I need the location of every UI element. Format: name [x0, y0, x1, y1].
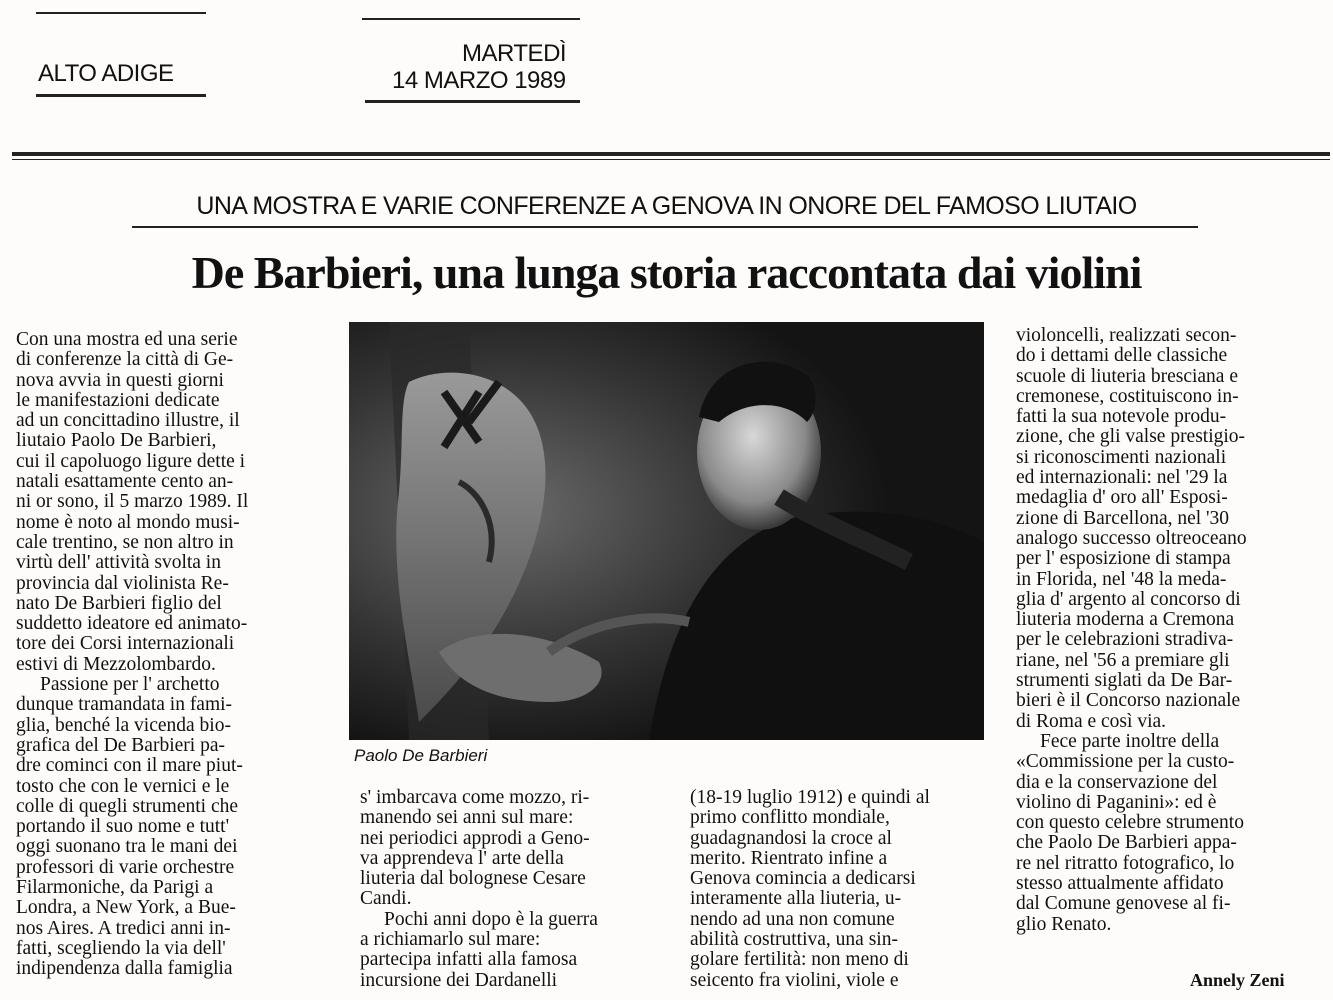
article-line: Fece parte inoltre della — [1040, 730, 1220, 752]
article-line: va apprendeva l' arte della — [360, 847, 564, 869]
article-line: dal Comune genovese al fi- — [1016, 893, 1231, 915]
masthead-rule-bottom-left — [36, 94, 206, 97]
section-divider — [12, 152, 1330, 156]
article-line: le manifestazioni dedicate — [16, 389, 220, 411]
article-line: professori di varie orchestre — [16, 856, 235, 878]
article-line: dre cominci con il mare piut- — [16, 755, 243, 777]
article-headline: De Barbieri, una lunga storia raccontata dai violini — [191, 247, 1142, 298]
article-line: si riconoscimenti nazionali — [1016, 446, 1227, 468]
article-line: riane, nel '56 a premiare gli — [1016, 649, 1230, 671]
article-line: in Florida, nel '48 la meda- — [1016, 568, 1227, 590]
article-line: indipendenza dalla famiglia — [16, 958, 233, 980]
article-line: Passione per l' archetto — [40, 674, 220, 696]
article-line: manendo sei anni sul mare: — [360, 807, 574, 829]
article-line: ad un concittadino illustre, il — [16, 410, 240, 432]
article-line: do i dettami delle classiche — [1016, 345, 1228, 367]
article-line: guadagnandosi la croce al — [690, 827, 892, 849]
article-line: per l' esposizione di stampa — [1016, 548, 1231, 570]
article-line: medaglia d' oro all' Esposi- — [1016, 487, 1228, 509]
article-line: per le celebrazioni stradiva- — [1016, 629, 1234, 651]
article-line: provincia dal violinista Re- — [16, 572, 229, 594]
article-line: tore dei Corsi internazionali — [16, 633, 235, 655]
article-line: cui il capoluogo ligure dette i — [16, 450, 246, 472]
weekday: MARTEDÌ — [462, 40, 567, 67]
article-line: colle di quegli strumenti che — [16, 795, 239, 817]
article-line: nendo ad una non comune — [690, 908, 895, 930]
article-line: abilità costruttiva, una sin- — [690, 929, 898, 951]
article-line: grafica del De Barbieri pa- — [16, 734, 225, 756]
article-line: nos Aires. A tredici anni in- — [16, 917, 231, 939]
article-line: (18-19 luglio 1912) e quindi al — [690, 788, 930, 808]
article-line: Genova comincia a dedicarsi — [690, 868, 916, 890]
article-line: oggi suonano tra le mani dei — [16, 836, 238, 858]
article-line: portando il suo nome e tutt' — [16, 816, 230, 838]
article-line: fatti la sua notevole produ- — [1016, 406, 1227, 428]
article-line: analogo successo oltreoceano — [1016, 527, 1247, 549]
article-line: liutaio Paolo De Barbieri, — [16, 430, 217, 452]
article-line: natali esattamente cento an- — [16, 471, 234, 493]
article-column-2 — [360, 788, 665, 1000]
article-line: merito. Rientrato infine a — [690, 847, 888, 869]
article-line: glia, benché la vicenda bio- — [16, 714, 231, 736]
article-line: violino di Paganini»: ed è — [1016, 791, 1217, 813]
portrait-photo — [349, 322, 984, 740]
article-line: estivi di Mezzolombardo. — [16, 653, 216, 675]
article-line: s' imbarcava come mozzo, ri- — [360, 788, 590, 808]
article-line: che Paolo De Barbieri appa- — [1016, 832, 1237, 854]
masthead-rule-top-left — [36, 12, 206, 14]
photo-caption: Paolo De Barbieri — [354, 746, 488, 765]
article-line: Pochi anni dopo è la guerra — [384, 908, 598, 930]
kicker-rule — [132, 226, 1198, 228]
article-column-3 — [690, 788, 995, 1000]
article-line: partecipa infatti alla famosa — [360, 949, 578, 971]
article-kicker: UNA MOSTRA E VARIE CONFERENZE A GENOVA IN ONORE DEL FAMOSO LIUTAIO — [196, 192, 1137, 220]
article-line: liuteria moderna a Cremona — [1016, 609, 1235, 631]
article-line: ed internazionali: nel '29 la — [1016, 467, 1228, 489]
article-line: nei periodici approdi a Geno- — [360, 827, 590, 849]
article-line: cale trentino, se non altro in — [16, 531, 234, 553]
issue-date: 14 MARZO 1989 — [392, 67, 566, 94]
article-line: glia d' argento al concorso di — [1016, 588, 1241, 610]
byline: Annely Zeni — [1190, 970, 1285, 990]
article-column-4 — [1016, 326, 1326, 966]
masthead-rule-top-right — [362, 18, 580, 20]
article-line: virtù dell' attività svolta in — [16, 552, 221, 574]
paper-name: ALTO ADIGE — [38, 60, 174, 87]
article-line: Candi. — [360, 888, 412, 910]
article-line: nato De Barbieri figlio del — [16, 592, 222, 614]
article-line: Filarmoniche, da Parigi a — [16, 877, 214, 899]
article-line: Londra, a New York, a Bue- — [16, 897, 236, 919]
article-line: liuteria dal bolognese Cesare — [360, 868, 586, 890]
article-column-1 — [16, 330, 336, 1000]
article-line: ni or sono, il 5 marzo 1989. Il — [16, 491, 249, 513]
article-line: zione di Barcellona, nel '30 — [1016, 507, 1230, 529]
article-line: con questo celebre strumento — [1016, 812, 1244, 834]
article-line: bieri è il Concorso nazionale — [1016, 690, 1241, 712]
article-line: dunque tramandata in fami- — [16, 694, 233, 716]
article-line: zione, che gli valse prestigio- — [1016, 426, 1246, 448]
article-line: Con una mostra ed una serie — [16, 330, 238, 350]
section-divider-thin — [12, 159, 1330, 160]
article-line: di conferenze la città di Ge- — [16, 349, 234, 371]
article-line: cremonese, costituiscono in- — [1016, 385, 1239, 407]
article-line: nome è noto al mondo musi- — [16, 511, 240, 533]
article-line: nova avvia in questi giorni — [16, 369, 224, 391]
article-line: seicento fra violini, viole e — [690, 969, 899, 991]
portrait-photo-illustration — [349, 322, 984, 740]
article-line: a richiamarlo sul mare: — [360, 929, 541, 951]
article-line: violoncelli, realizzati secon- — [1016, 326, 1237, 346]
article-line: incursione dei Dardanelli — [360, 969, 558, 991]
article-line: «Commissione per la custo- — [1016, 751, 1235, 773]
article-line: interamente alla liuteria, u- — [690, 888, 902, 910]
article-line: fatti, scegliendo la via dell' — [16, 937, 226, 959]
article-line: scuole di liuteria bresciana e — [1016, 365, 1238, 387]
article-line: glio Renato. — [1016, 913, 1112, 935]
article-line: re nel ritratto fotografico, lo — [1016, 852, 1235, 874]
article-line: primo conflitto mondiale, — [690, 807, 890, 829]
article-line: tosto che con le vernici e le — [16, 775, 230, 797]
article-line: strumenti siglati da De Bar- — [1016, 670, 1233, 692]
article-line: suddetto ideatore ed animato- — [16, 613, 248, 635]
masthead-rule-bottom-right — [365, 100, 580, 103]
article-line: golare fertilità: non meno di — [690, 949, 909, 971]
article-line: di Roma e così via. — [1016, 710, 1167, 732]
article-line: stesso attualmente affidato — [1016, 873, 1224, 895]
article-line: dia e la conservazione del — [1016, 771, 1218, 793]
